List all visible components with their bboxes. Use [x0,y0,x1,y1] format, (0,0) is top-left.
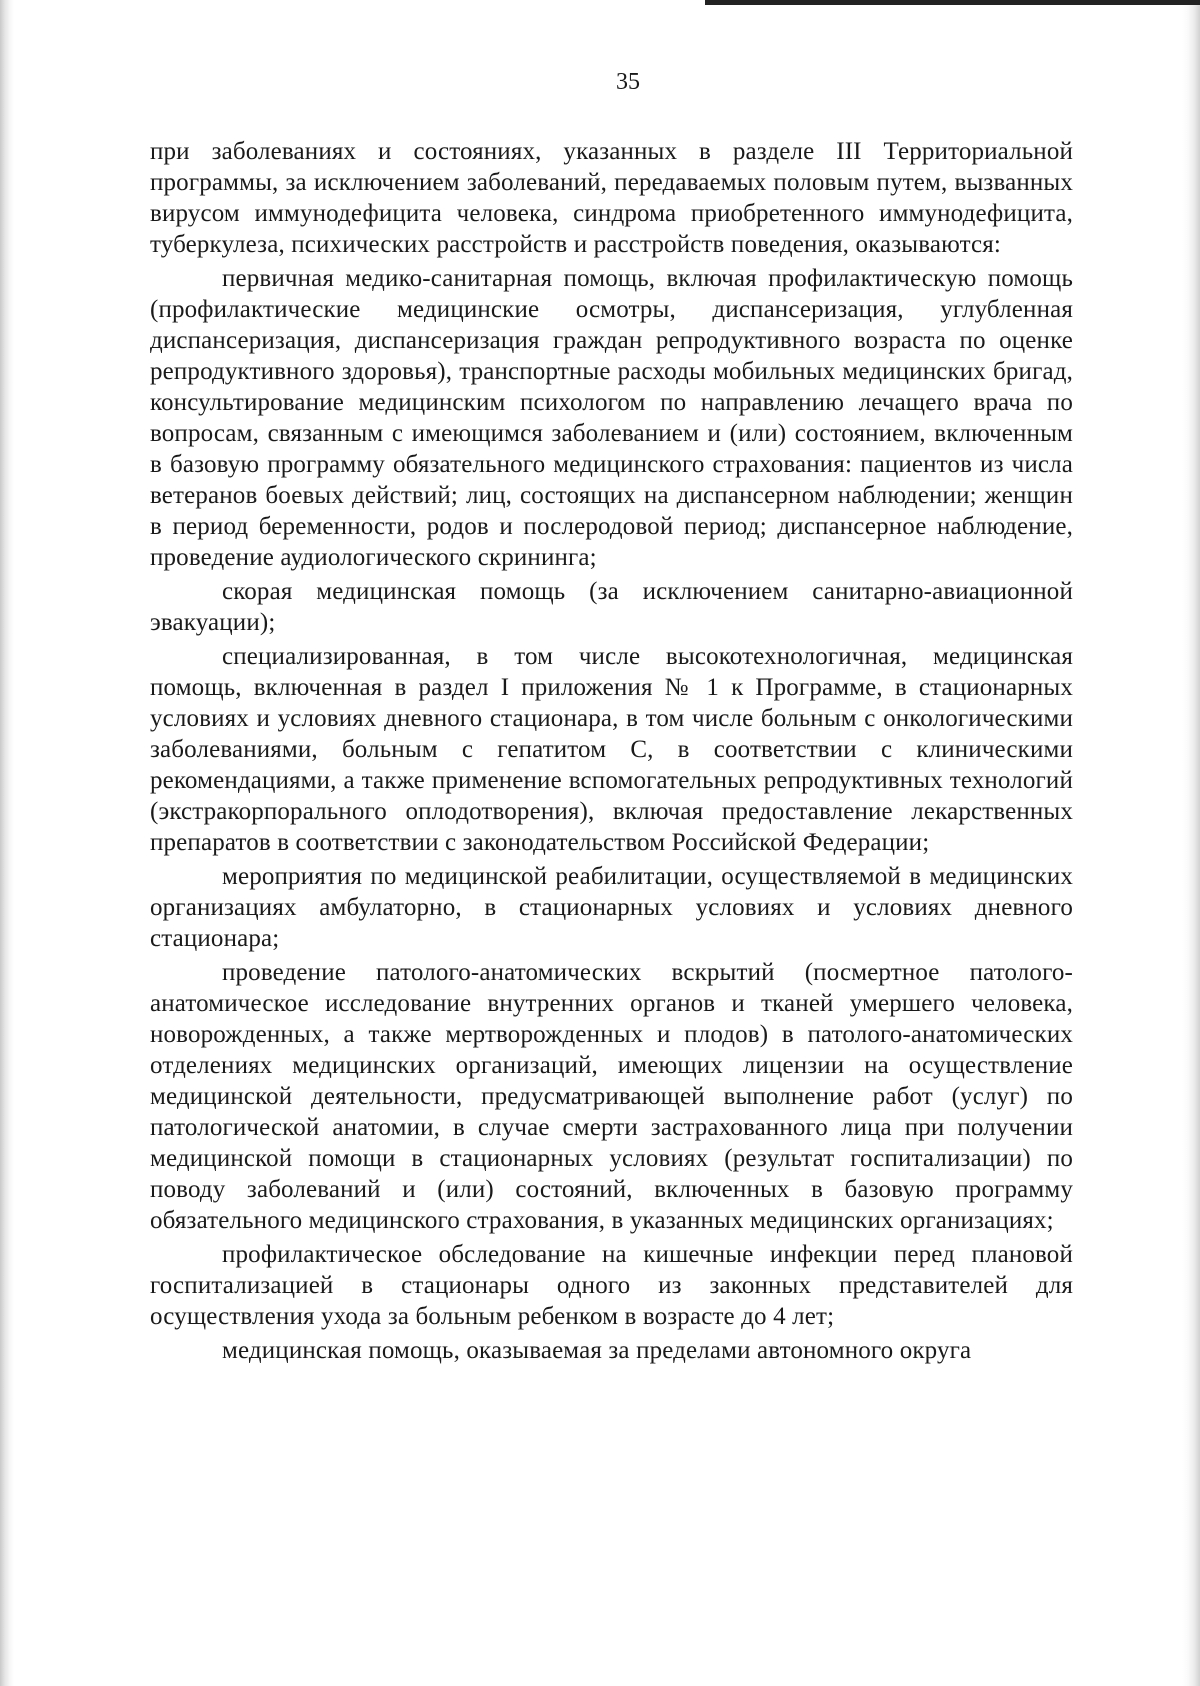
scan-bar-top [705,0,1200,5]
paragraph-intro: при заболеваниях и состояниях, указанных в разделе III Территориальной программы, за исключением заболеваний, передаваемых половым путем, вызванных вирусом иммунодефицита человека, синдрома приобретенного иммунодефицита, туберкулеза, психических расстройств и расстройств поведения, оказываются: [150,138,1073,258]
paragraph-autopsy: проведение патолого-анатомических вскрытий (посмертное патолого-анатомическое исследование внутренних органов и тканей умершего человека, новорожденных, а также мертворожденных и плодов) в патолого-анатомических отделениях медицинских организаций, имеющих лицензии на осуществление медицинской деятельности, предусматривающей выполнение работ (услуг) по патологической анатомии, в случае смерти застрахованного лица при получении медицинской помощи в стационарных условиях (результат госпитализации) по поводу заболеваний и (или) состояний, включенных в базовую программу обязательного медицинского страхования, в указанных медицинских организациях; [150,959,1073,1234]
paragraph-specialized-care: специализированная, в том числе высокотехнологичная, медицинская помощь, включенная в раздел I приложения № 1 к Программе, в стационарных условиях и условиях дневного стационара, в том числе больным с онкологическими заболеваниями, больным с гепатитом C, в соответствии с клиническими рекомендациями, а также применение вспомогательных репродуктивных технологий (экстракорпорального оплодотворения), включая предоставление лекарственных препаратов в соответствии с законодательством Российской Федерации; [150,643,1073,856]
paragraph-preventive-exam: профилактическое обследование на кишечные инфекции перед плановой госпитализацией в стационары одного из законных представителей для осуществления ухода за больным ребенком в возрасте до 4 лет; [150,1241,1073,1330]
paragraph-rehabilitation: мероприятия по медицинской реабилитации, осуществляемой в медицинских организациях амбулаторно, в стационарных условиях и условиях дневного стационара; [150,863,1073,952]
page-number: 35 [616,69,640,95]
body-text [150,136,1073,1366]
scan-edge-left [0,0,14,1686]
paragraph-outside-region: медицинская помощь, оказываемая за пределами автономного округа [222,1337,972,1364]
paragraph-emergency-care: скорая медицинская помощь (за исключением санитарно-авиационной эвакуации); [150,578,1073,636]
paragraph-primary-care: первичная медико-санитарная помощь, включая профилактическую помощь (профилактические медицинские осмотры, диспансеризация, углубленная диспансеризация, диспансеризация граждан репродуктивного возраста по оценке репродуктивного здоровья), транспортные расходы мобильных медицинских бригад, консультирование медицинским психологом по направлению лечащего врача по вопросам, связанным с имеющимся заболеванием и (или) состоянием, включенным в базовую программу обязательного медицинского страхования: пациентов из числа ветеранов боевых действий; лиц, состоящих на диспансерном наблюдении; женщин в период беременности, родов и послеродовой период; диспансерное наблюдение, проведение аудиологического скрининга; [150,265,1073,571]
scan-edge-right [1182,0,1200,1686]
